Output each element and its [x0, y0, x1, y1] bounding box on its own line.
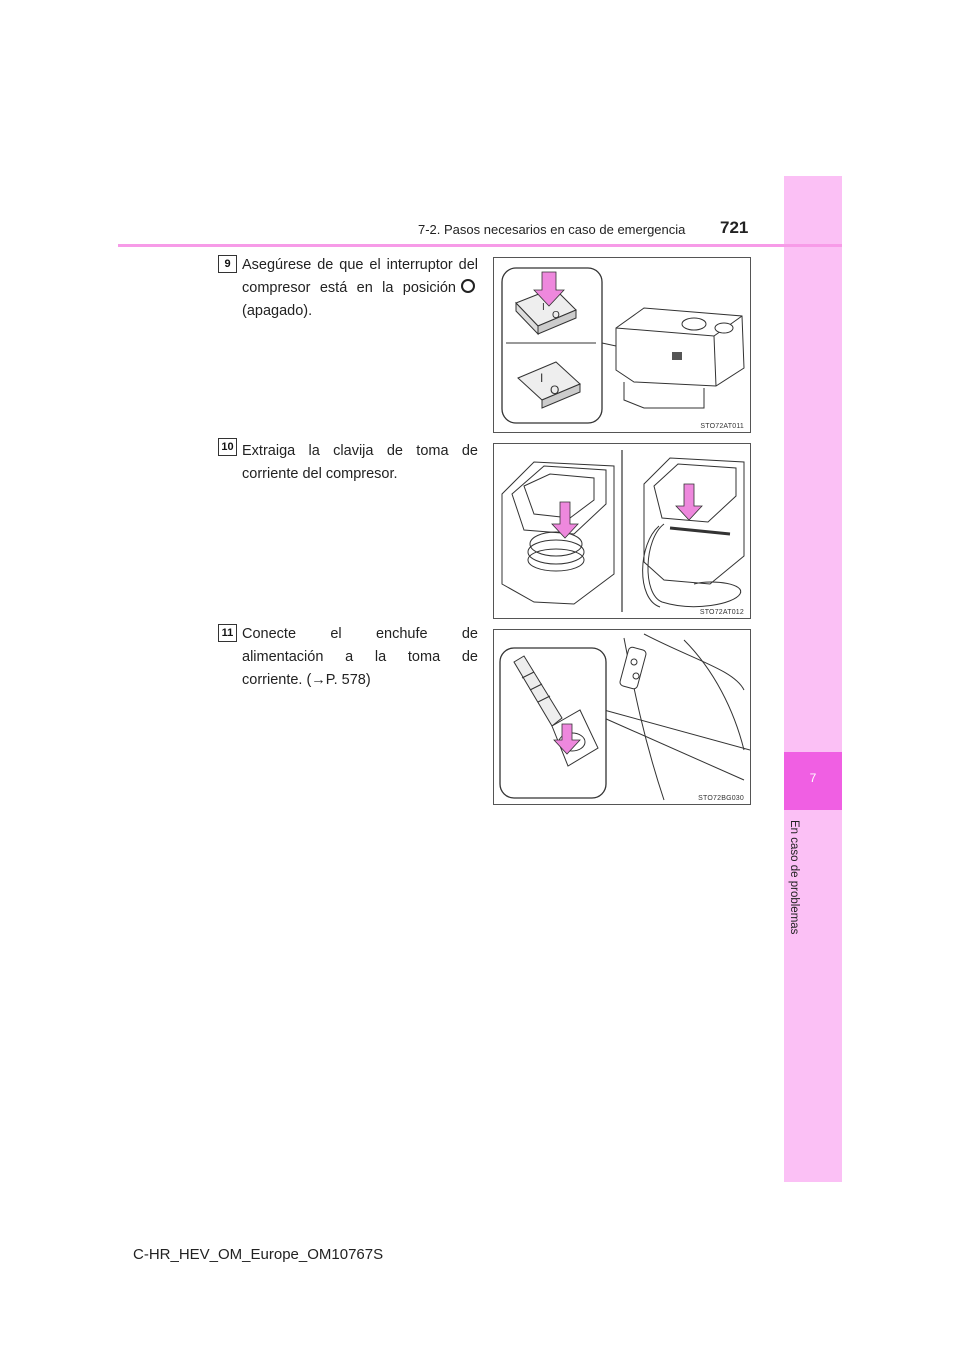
- section-title: 7-2. Pasos necesarios en caso de emergencia: [418, 222, 686, 237]
- step-10-line-2: corriente del compresor.: [242, 466, 398, 482]
- step-11-text: [242, 623, 478, 692]
- power-outlet-drawing: [494, 630, 750, 804]
- step-badge-10: 10: [218, 438, 237, 456]
- step-9-line-3: (apagado).: [242, 303, 313, 319]
- illustration-code-3: STO72BG030: [698, 795, 744, 802]
- step-9-text: [242, 254, 478, 323]
- chapter-number: 7: [809, 771, 817, 785]
- illustration-code-1: STO72AT011: [700, 423, 744, 430]
- step-11-line-1: Conecte el enchufe de: [242, 626, 478, 642]
- step-10-text: [242, 440, 478, 486]
- power-outlet-illustration: [493, 629, 751, 805]
- step-11-line-2: alimentación a la toma de: [242, 649, 478, 665]
- chapter-side-tab: [784, 176, 842, 1182]
- compressor-switch-drawing: [494, 258, 750, 432]
- step-badge-9: 9: [218, 255, 237, 273]
- header-divider: [118, 244, 842, 247]
- lower-switch-label-on: I: [540, 371, 544, 385]
- step-9-line-1: Asegúrese de que el interruptor del: [242, 257, 478, 273]
- page-number: 721: [720, 218, 749, 237]
- compressor-plug-removal-illustration: [493, 443, 751, 619]
- illustration-code-2: STO72AT012: [699, 609, 744, 616]
- chapter-title: En caso de problemas: [788, 820, 800, 935]
- upper-switch-label-off: O: [552, 310, 560, 321]
- step-badge-11: 11: [218, 624, 237, 642]
- lower-switch-label-off: O: [550, 383, 560, 397]
- step-9-line-2: compresor está en la posición: [242, 280, 456, 296]
- step-11-line-3: corriente. (→P. 578): [242, 672, 371, 688]
- step-10-line-1: Extraiga la clavija de toma de: [242, 443, 478, 459]
- switch-off-icon: [460, 278, 476, 294]
- compressor-plug-removal-drawing: [494, 444, 750, 618]
- document-id: C-HR_HEV_OM_Europe_OM10767S: [133, 1246, 384, 1263]
- upper-switch-label-on: I: [542, 302, 545, 313]
- compressor-switch-illustration: [493, 257, 751, 433]
